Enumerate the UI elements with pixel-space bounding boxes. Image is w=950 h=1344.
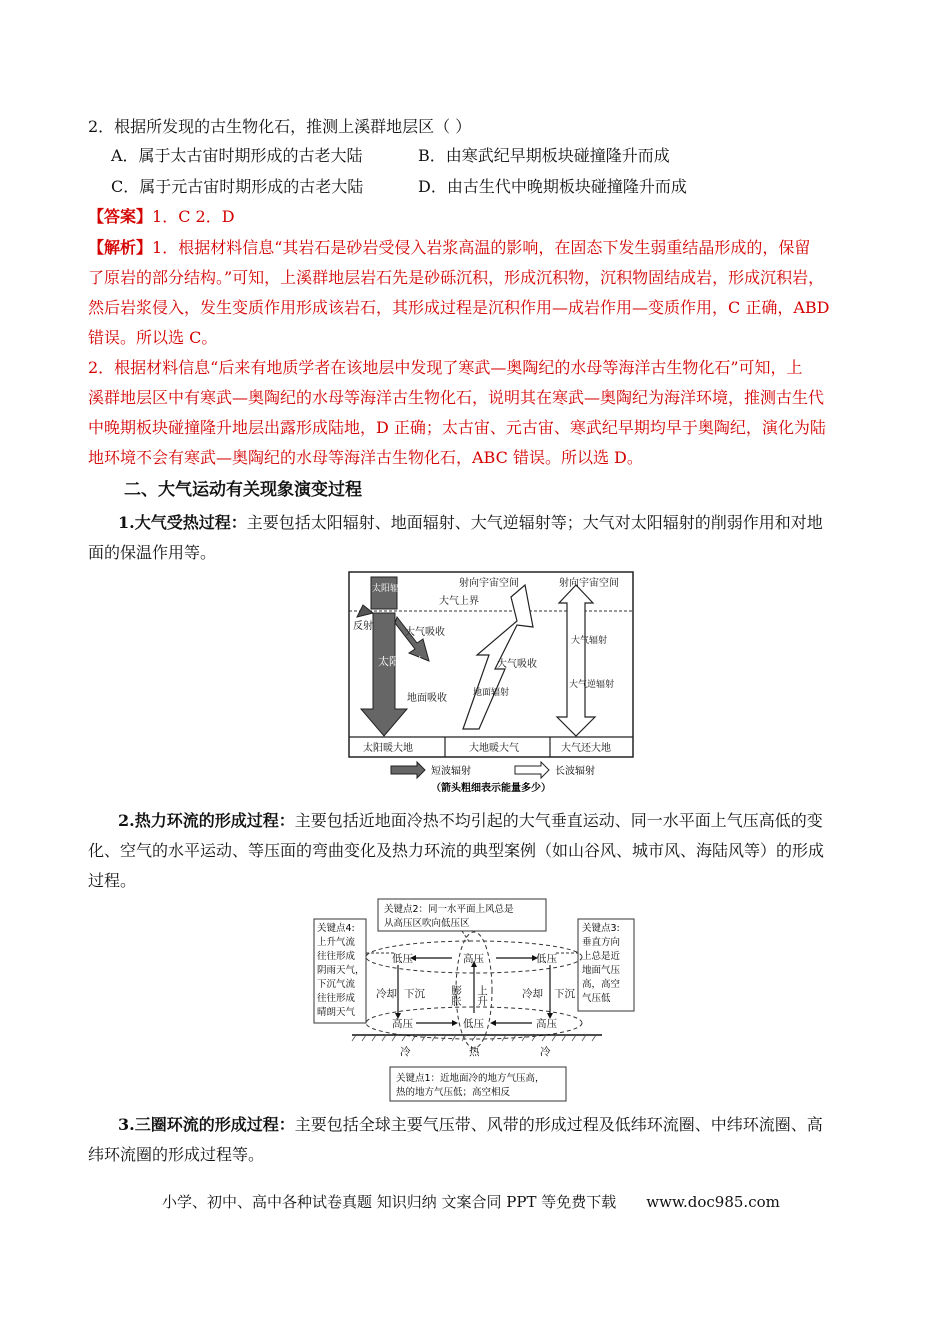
reflect-label: 反射 [353,621,373,632]
key3-line1: 关键点3: [582,923,620,934]
foot-label-3: 大气还大地 [561,743,611,754]
item2-title: 2.热力环流的形成过程： [118,811,295,830]
key3-line6: 气压低 [582,993,611,1004]
space-label-1: 射向宇宙空间 [459,578,519,589]
option-d: D．由古生代中晚期板块碰撞隆升而成 [418,177,687,196]
ground-hatch [352,1035,596,1041]
atmosphere-heating-diagram [345,569,637,797]
footer-url[interactable]: www.doc985.com [646,1193,780,1211]
item1-title: 1.大气受热过程： [118,513,247,532]
analysis-line-6: 溪群地层区中有寒武—奥陶纪的水母等海洋古生物化石，说明其在寒武—奥陶纪为海洋环境，推测古生代 [88,388,825,407]
atm-absorb-label: 大气吸收 [405,627,445,638]
question-stem: 2．根据所发现的古生物化石，推测上溪群地层区（ ） [88,117,472,136]
footer-text: 小学、初中、高中各种试卷真题 知识归纳 文案合同 PPT 等免费下载 [162,1193,617,1211]
item2-text: 主要包括近地面冷热不均引起的大气垂直运动、同一水平面上气压高低的变 [294,811,823,830]
analysis-line-1 [88,237,810,259]
item1-text: 主要包括太阳辐射、地面辐射、大气逆辐射等；大气对太阳辐射的削弱作用和对地 [246,513,823,532]
legend-note: （箭头粗细表示能量多少） [431,783,551,794]
item1-line1 [118,512,823,534]
ground-right-label: 冷 [540,1046,551,1058]
foot-label-2: 大地暖大气 [469,743,519,754]
expand-label: 膨胀 [450,985,462,1006]
item3-line1 [118,1114,823,1136]
option-c: C．属于元古宙时期形成的古老大陆 [111,177,364,196]
key4-line4: 阴雨天气， [317,965,365,976]
solar-big-label: 太阳辐射 [378,655,422,668]
upper-mid-label: 高压 [463,953,484,965]
upper-right-label: 低压 [536,953,557,965]
ground-left-label: 冷 [400,1046,411,1058]
analysis-tag: 【解析】 [88,238,153,257]
section-title: 二、大气运动有关现象演变过程 [124,480,362,500]
legend-short-icon [391,762,425,778]
atm-rad-label: 大气辐射 [571,636,608,646]
item3-title: 3.三圈环流的形成过程： [118,1115,295,1134]
foot-label-1: 太阳暖大地 [363,743,413,754]
key3-line3: 上总是近 [582,951,621,962]
legend-long-label: 长波辐射 [555,766,595,777]
ground-rad-label: 地面辐射 [473,688,510,698]
item1-line2: 面的保温作用等。 [88,543,217,562]
key4-line2: 上升气流 [317,937,356,948]
atm-absorb2-label: 大气吸收 [497,659,537,670]
solar-top-label: 太阳辐射 [372,584,409,594]
analysis-line-2: 了原岩的部分结构。”可知，上溪群地层岩石先是砂砾沉积，形成沉积物，沉积物固结成岩，形成沉积岩， [88,268,825,287]
key2-line1: 关键点2：同一水平面上风总是 [384,904,514,915]
item2-line2: 化、空气的水平运动、等压面的弯曲变化及热力环流的典型案例（如山谷风、城市风、海陆风等）的形成 [88,841,825,860]
key4-line3: 往往形成 [317,951,356,962]
key3-line2: 垂直方向 [582,937,621,948]
key4-line1: 关键点4: [317,923,355,934]
ground-mid-label: 热 [469,1046,480,1058]
analysis-line-4: 错误。所以选 C。 [88,328,218,347]
lower-right-label: 高压 [536,1018,557,1030]
key2-line2: 从高压区吹向低压区 [384,918,470,929]
sink-right-label: 下沉 [554,988,575,1000]
answer-line [88,206,235,228]
legend-long-icon [515,762,549,778]
lower-left-label: 高压 [392,1018,413,1030]
analysis-line-7: 中晚期板块碰撞隆升地层出露形成陆地，D 正确；太古宙、元古宙、寒武纪早期均早于奥陶纪，演化为陆 [88,418,826,437]
space-label-2: 射向宇宙空间 [559,578,619,589]
analysis-line-8: 地环境不会有寒武—奥陶纪的水母等海洋古生物化石，ABC 错误。所以选 D。 [88,448,643,467]
lower-mid-label: 低压 [463,1018,484,1030]
key4-line7: 晴朗天气 [317,1007,356,1018]
cool-left-label: 冷却 [376,988,397,1000]
arrowhead-ll [452,1020,458,1026]
counter-rad-label: 大气逆辐射 [569,680,615,690]
key3-line4: 地面气压 [582,965,621,976]
upper-boundary-label: 大气上界 [439,596,479,607]
item3-text: 主要包括全球主要气压带、风带的形成过程及低纬环流圈、中纬环流圈、高 [294,1115,823,1134]
item3-line2: 纬环流圈的形成过程等。 [88,1145,265,1164]
sink-left-label: 下沉 [404,988,425,1000]
key1-line1: 关键点1：近地面冷的地方气压高， [396,1073,545,1084]
analysis-text-1: 1．根据材料信息“其岩石是砂岩受侵入岩浆高温的影响，在固态下发生弱重结晶形成的，保留 [152,238,811,257]
option-b: B．由寒武纪早期板块碰撞隆升而成 [418,146,670,165]
key4-line6: 往往形成 [317,993,356,1004]
item2-line1 [118,810,823,832]
key4-line5: 下沉气流 [317,979,356,990]
key1-line2: 热的地方气压低；高空相反 [396,1087,511,1098]
item2-line3: 过程。 [88,871,137,890]
analysis-line-3: 然后岩浆侵入，发生变质作用形成该岩石，其形成过程是沉积作用—成岩作用—变质作用，C 正确，ABD [88,298,830,317]
page-footer [162,1191,780,1212]
arrowhead-lr [490,1020,496,1026]
answer-tag: 【答案】 [88,207,153,226]
rise-label: 上升 [476,985,488,1006]
option-a: A．属于太古宙时期形成的古老大陆 [111,146,363,165]
legend-short-label: 短波辐射 [431,766,471,777]
analysis-line-5: 2．根据材料信息“后来有地质学者在该地层中发现了寒武—奥陶纪的水母等海洋古生物化石”可知，上 [88,358,803,377]
thermal-circulation-diagram [312,895,642,1107]
upper-left-label: 低压 [392,953,413,965]
ground-absorb-label: 地面吸收 [407,693,447,704]
cool-right-label: 冷却 [522,988,543,1000]
key3-line5: 高，高空 [582,979,621,990]
answer-text: 1．C 2．D [152,207,235,226]
